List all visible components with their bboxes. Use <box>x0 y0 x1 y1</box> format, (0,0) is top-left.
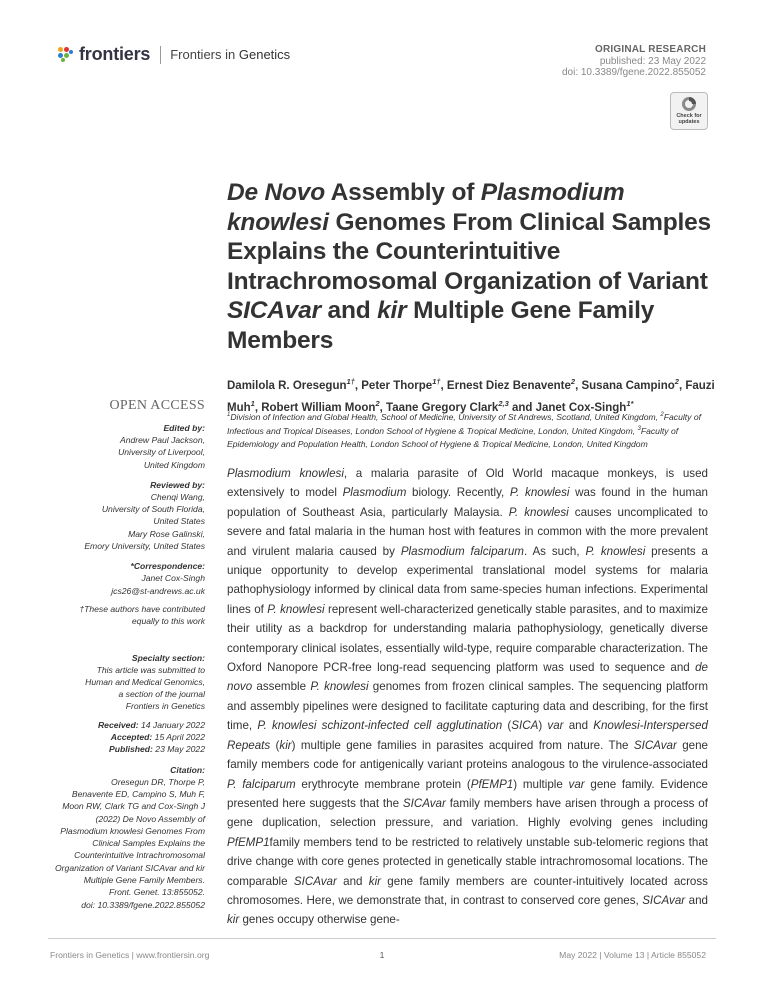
article-type: ORIGINAL RESEARCH <box>594 44 706 55</box>
abstract-italic-run: P. knowlesi <box>267 602 325 616</box>
abstract-italic-run: P. knowlesi schizont-infected cell agglutination <box>257 719 503 733</box>
reviewed-by-label: Reviewed by: <box>150 479 205 490</box>
abstract-text-run: represent well-characterized genetically stable parasites, and to maximize their utility as a backdrop for understanding malaria pathophysiology, genetically diverse contemporary clinical isolates, essentially wild-type, require comparable characterization. The Oxford Nanopore PCR-free long-read sequencing platform was used to sequence and <box>227 602 708 675</box>
abstract-text-run: and <box>336 874 369 888</box>
logo-wordmark: frontiers <box>79 44 151 64</box>
affiliations <box>227 409 717 450</box>
abstract-italic-run: kir <box>368 874 382 888</box>
abstract-text-run: genomes from frozen clinical samples. The sequencing platform and assembly pipelines were designed to facilitate capturing data and describing, for the first time, <box>227 680 708 733</box>
abstract-text-run: gene family members code for antigenically variant proteins analogous to the virulence-associated <box>227 738 708 772</box>
author-name[interactable]: Janet Cox-Singh <box>535 401 627 414</box>
abstract-italic-run: var <box>568 777 585 791</box>
author-affiliation-sup: 1† <box>346 377 355 386</box>
footer-issue-info: May 2022 | Volume 13 | Article 855052 <box>559 950 706 960</box>
article-info-sidebar <box>55 398 205 911</box>
author-separator: , <box>254 401 262 414</box>
author-separator: , <box>440 379 447 392</box>
abstract-text-run: family members tend to be restricted to relatively unstable sub-telomeric regions that drive change with core genes protected in genetically stable intrachromosomal locations. The comparable <box>227 835 708 888</box>
published-label: Published: <box>108 744 153 755</box>
title-segment: Assembly of <box>324 179 481 206</box>
specialty-line: Human and Medical Genomics, <box>85 676 205 687</box>
author-separator: , <box>575 379 582 392</box>
edited-by-label: Edited by: <box>163 423 205 433</box>
abstract-italic-run: Knowlesi-Interspersed Repeats <box>227 719 708 752</box>
abstract-text-run: biology. Recently, <box>406 486 510 500</box>
abstract-italic-run: de novo <box>227 661 708 694</box>
author-name[interactable]: Ernest Diez Benavente <box>446 379 571 392</box>
author-separator: , <box>678 379 686 392</box>
abstract-text-run: gene family members are counter-intuitively located across chromosomes. Here, we demonstrate that, in contrast to conserved core genes, <box>227 874 708 907</box>
affiliation-sup: 1 <box>227 412 231 418</box>
abstract-italic-run: var <box>547 719 564 733</box>
accepted-value: 15 April 2022 <box>152 732 205 743</box>
accepted-date <box>55 731 205 743</box>
author-affiliation-sup: 2 <box>674 377 679 386</box>
abstract-text-run: assemble <box>252 680 311 694</box>
citation-line: (2022) De Novo Assembly of <box>95 813 205 824</box>
abstract-italic-run: PfEMP1 <box>470 777 514 791</box>
abstract-text-run: ) multiple gene families in parasites acquired from nature. The <box>291 738 634 752</box>
citation-line: Organization of Variant SICAvar and kir <box>55 862 205 873</box>
abstract-italic-run: P. falciparum <box>227 777 296 791</box>
abstract-italic-run: SICAvar <box>633 738 677 752</box>
title-segment: Genomes From Clinical Samples Explains the Counterintuitive Intrachromosomal Organization of Variant <box>227 208 711 295</box>
journal-field: Genetics <box>238 47 291 62</box>
affiliation-sup: 2 <box>660 412 664 418</box>
affiliation-text: Division of Infection and Global Health, School of Medicine, University of St Andrews, Scotland, United Kingdom, <box>230 411 661 422</box>
reviewer-line[interactable]: Mary Rose Galinski, <box>128 528 205 539</box>
citation-line: Multiple Gene Family Members. <box>83 875 205 886</box>
open-access-label: OPEN ACCESS <box>109 398 205 413</box>
affiliation-text: Faculty of Infectious and Tropical Diseases, London School of Hygiene & Tropical Medicine, London, United Kingdom, <box>227 411 702 437</box>
reviewer-line[interactable]: Chenqi Wang, <box>150 491 205 502</box>
abstract-text-run: was found in the human population of Southeast Asia, particularly Malaysia. <box>227 486 708 519</box>
check-updates-icon <box>681 96 697 112</box>
abstract-italic-run: P. knowlesi <box>310 680 369 694</box>
author-name[interactable]: Robert William Moon <box>261 401 376 414</box>
citation-line: Oresegun DR, Thorpe P, <box>111 776 205 787</box>
author-name[interactable]: Taane Gregory Clark <box>386 401 499 414</box>
abstract-text-run: presents a unique opportunity to develop experimental translational model systems for malaria pathophysiology informed by clinical data from same-species human infections. Experimental lines of <box>227 544 708 616</box>
author-affiliation-sup: 1* <box>626 398 634 408</box>
title-segment: Plasmodium knowlesi <box>227 179 625 236</box>
article-title <box>227 178 717 355</box>
author-affiliation-sup: 1 <box>250 398 255 408</box>
abstract-italic-run: P. knowlesi <box>508 505 569 519</box>
abstract-text-run: causes uncomplicated to severe and fatal malaria in the human host with features in common with the more prevalent and virulent malaria caused by <box>227 505 709 558</box>
affiliation-text: Faculty of Epidemiology and Population Health, London School of Hygiene & Tropical Medicine, London, United Kingdom <box>227 426 679 449</box>
author-name[interactable]: Peter Thorpe <box>361 379 433 392</box>
citation-line: Moon RW, Clark TG and Cox-Singh J <box>62 801 205 812</box>
specialty-line: Frontiers in Genetics <box>125 701 205 712</box>
editor-line: University of Liverpool, <box>118 447 205 458</box>
abstract-text-run: family members have arisen through a process of gene duplication, selection pressure, and variation. Highly evolving genes including <box>227 796 708 830</box>
author-affiliation-sup: 2 <box>375 398 380 408</box>
logo-divider <box>160 46 161 64</box>
title-segment: Multiple Gene Family Members <box>227 297 655 354</box>
abstract-italic-run: kir <box>279 738 292 752</box>
abstract-text-run: ) <box>538 719 548 733</box>
title-segment: De Novo <box>227 179 325 206</box>
footer-journal-link[interactable]: Frontiers in Genetics | www.frontiersin.org <box>50 950 210 960</box>
received-value: 14 January 2022 <box>138 719 205 730</box>
abstract-text-run: , a malaria parasite of Old World macaque monkeys, is used extensively to model <box>227 467 708 500</box>
editor-line: United Kingdom <box>143 459 205 470</box>
contribution-note: †These authors have contributed <box>79 603 205 614</box>
frontiers-logo[interactable] <box>58 44 290 65</box>
received-label: Received: <box>97 719 139 730</box>
correspondence-label: *Correspondence: <box>130 561 205 572</box>
abstract-italic-run: P. knowlesi <box>509 486 570 500</box>
reviewer-line: Emory University, United States <box>84 541 205 552</box>
published-date-sidebar <box>55 743 205 755</box>
footer-divider <box>48 938 716 939</box>
citation-line: Front. Genet. 13:855052. <box>108 887 205 898</box>
abstract-italic-run: SICA <box>511 719 539 733</box>
abstract-italic-run: kir <box>227 913 240 927</box>
author-affiliation-sup: 2,3 <box>498 398 509 408</box>
abstract-text-run: ( <box>270 738 280 752</box>
journal-prefix: Frontiers in <box>170 47 236 62</box>
abstract-text-run: . As such, <box>523 544 586 558</box>
specialty-line: a section of the journal <box>118 689 205 700</box>
abstract-text-run: erythrocyte membrane protein ( <box>295 777 471 791</box>
reviewer-line: University of South Florida, <box>101 504 205 515</box>
abstract-italic-run: Plasmodium falciparum <box>400 544 524 558</box>
title-segment: and <box>320 297 378 324</box>
journal-name <box>170 47 290 62</box>
abstract-italic-run: P. knowlesi <box>585 544 646 558</box>
abstract-italic-run: SICAvar <box>293 874 337 888</box>
abstract-italic-run: SICAvar <box>642 893 686 907</box>
abstract-italic-run: PfEMP1 <box>227 835 270 849</box>
check-for-updates-button[interactable] <box>670 92 708 130</box>
author-affiliation-sup: 1† <box>432 377 441 386</box>
specialty-line: This article was submitted to <box>96 664 205 675</box>
author-affiliation-sup: 2 <box>570 377 576 386</box>
contribution-note: equally to this work <box>131 616 205 627</box>
title-segment: kir <box>377 297 407 324</box>
citation-line: Plasmodium knowlesi Genomes From <box>60 825 205 836</box>
citation-label: Citation: <box>170 764 205 775</box>
correspondence-email-link[interactable]: jcs26@st-andrews.ac.uk <box>111 585 205 596</box>
citation-doi-link[interactable]: doi: 10.3389/fgene.2022.855052 <box>81 899 205 910</box>
affiliation-sup: 3 <box>637 426 641 433</box>
received-date <box>55 719 205 731</box>
author-separator: , <box>354 379 362 392</box>
title-segment: SICAvar <box>227 297 321 324</box>
abstract-text-run: genes occupy otherwise gene- <box>239 913 400 927</box>
check-updates-line1: Check for <box>676 113 702 119</box>
published-value: 23 May 2022 <box>152 744 205 755</box>
accepted-label: Accepted: <box>110 732 153 743</box>
check-updates-label <box>676 113 701 125</box>
author-separator: and <box>508 401 536 414</box>
abstract <box>227 464 708 930</box>
doi-link[interactable]: doi: 10.3389/fgene.2022.855052 <box>561 67 706 78</box>
specialty-section-label: Specialty section: <box>131 652 205 663</box>
citation-line: Clinical Samples Explains the <box>92 838 205 849</box>
author-name[interactable]: Fauzi Muh <box>227 379 715 414</box>
abstract-text-run: and <box>563 719 594 733</box>
author-name[interactable]: Susana Campino <box>581 379 675 392</box>
abstract-italic-run: Plasmodium <box>342 486 407 500</box>
published-date: published: 23 May 2022 <box>599 56 706 67</box>
abstract-text-run: ) multiple <box>513 777 569 791</box>
abstract-text-run: and <box>685 893 708 907</box>
abstract-text-run: gene family. Evidence presented here suggests that the <box>227 777 708 810</box>
citation-line: Counterintuitive Intrachromosomal <box>74 850 205 861</box>
citation-line: Benavente ED, Campino S, Muh F, <box>71 788 205 799</box>
reviewer-line: United States <box>153 516 205 527</box>
abstract-text-run: ( <box>502 719 512 733</box>
editor-line[interactable]: Andrew Paul Jackson, <box>119 435 205 445</box>
correspondence-name: Janet Cox-Singh <box>141 573 205 584</box>
author-name[interactable]: Damilola R. Oresegun <box>227 379 347 392</box>
check-updates-line2: updates <box>678 119 700 125</box>
abstract-italic-run: SICAvar <box>402 796 446 810</box>
abstract-italic-run: Plasmodium knowlesi <box>227 467 344 480</box>
page-number: 1 <box>379 950 385 960</box>
frontiers-logo-mark-icon <box>58 47 74 63</box>
author-separator: , <box>379 401 387 414</box>
